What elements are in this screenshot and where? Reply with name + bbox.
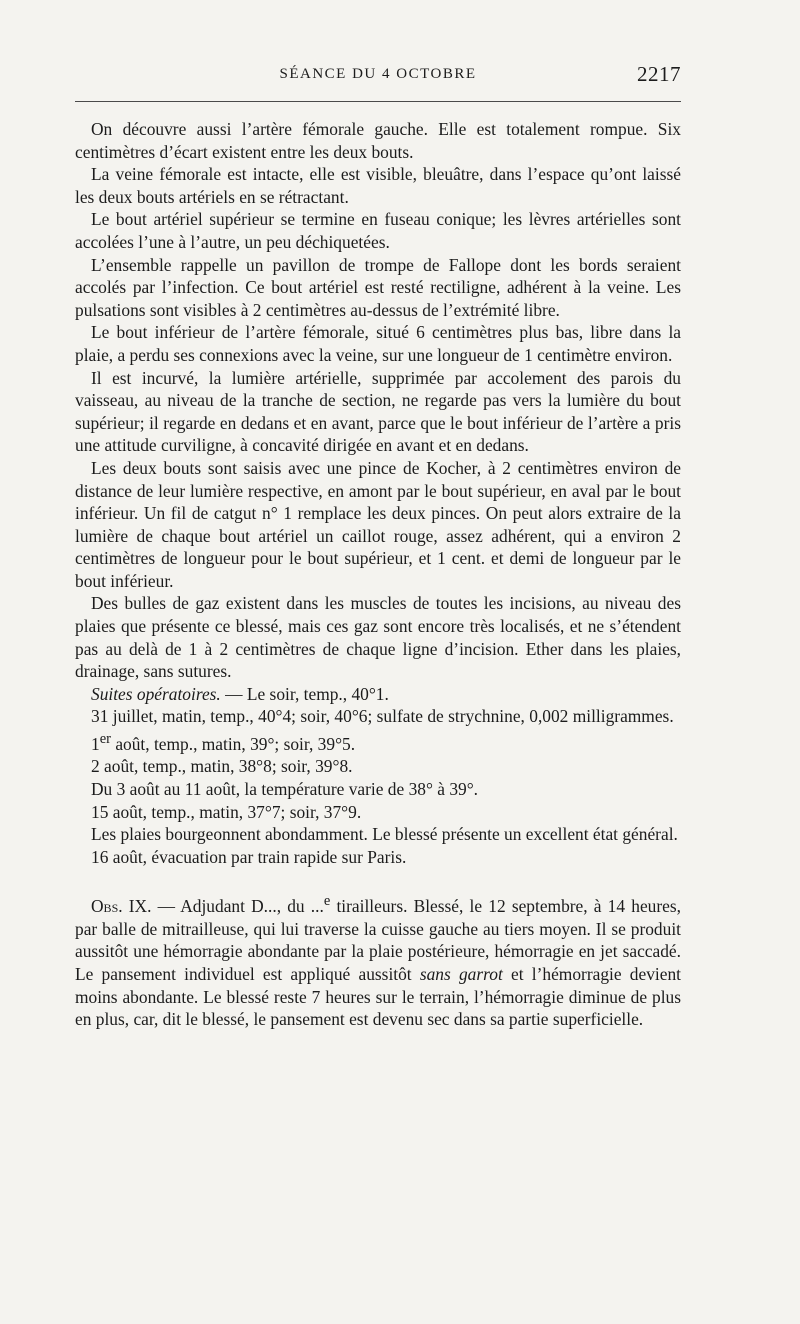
- paragraph: Les plaies bourgeonnent abondamment. Le blessé présente un excellent état général.: [91, 824, 678, 845]
- page-number: 2217: [637, 62, 681, 86]
- postop-heading: Suites opératoires.: [91, 683, 221, 704]
- paragraph: Des bulles de gaz existent dans les muscles de toutes les incisions, au niveau des plaies que présente ce blessé, mais ces gaz sont encore très localisés, et ne s’étendent pas au delà de 1 à 2 centimètres de chaque ligne d’incision. Ether dans les plaies, drainage, sans sutures.: [75, 593, 681, 682]
- paragraph-postop: [75, 683, 681, 706]
- running-title: SÉANCE DU 4 OCTOBRE: [279, 66, 477, 82]
- paragraph: 31 juillet, matin, temp., 40°4; soir, 40°6; sulfate de strychnine, 0,002 milligrammes.: [91, 706, 674, 727]
- paragraph: 15 août, temp., matin, 37°7; soir, 37°9.: [91, 801, 362, 822]
- paragraph: L’ensemble rappelle un pavillon de trompe de Fallope dont les bords seraient accolés par l’infection. Ce bout artériel est resté rectiligne, adhérent à la veine. Les pulsations sont visibles à 2 centimètres au-dessus de l’extrémité libre.: [75, 254, 681, 320]
- observation-italic: sans garrot: [419, 963, 503, 984]
- observation-text-c: et l’hémorragie devient moins abondante. Le blessé reste 7 heures sur le terrain, l’hémorragie diminue de plus en plus, car, dit le blessé, le pansement est devenu sec dans sa partie superficielle.: [75, 963, 681, 1030]
- day-text: août, temp., matin, 39°; soir, 39°5.: [110, 733, 356, 754]
- observation-text-b: tirailleurs. Blessé, le 12 septembre, à 14 heures, par balle de mitrailleuse, qui lui traverse la cuisse gauche au tiers moyen. Il se produit aussitôt une hémorragie abondante par la plaie postérieure, hémorragie en jet saccadé. Le pansement individuel est appliqué aussitôt: [75, 896, 681, 984]
- header-rule: [75, 101, 681, 102]
- running-header: [75, 62, 681, 92]
- paragraph: Il est incurvé, la lumière artérielle, supprimée par accolement des parois du vaisseau, au niveau de la tranche de section, ne regarde pas vers la lumière du bout supérieur; il regarde en dedans et en avant, parce que le bout inférieur de l’artère a pris une attitude curviligne, à concavité dirigée en avant et en dedans.: [75, 367, 681, 456]
- observation-text-a: — Adjudant D..., du ...: [151, 896, 324, 917]
- paragraph: Du 3 août au 11 août, la température varie de 38° à 39°.: [91, 779, 479, 800]
- ordinal-sup: e: [323, 893, 331, 910]
- paragraph: Le bout artériel supérieur se termine en fuseau conique; les lèvres artérielles sont accolées l’une à l’autre, un peu déchiquetées.: [75, 209, 681, 252]
- observation-ix: [75, 890, 681, 1030]
- postop-text: — Le soir, temp., 40°1.: [220, 683, 389, 704]
- paragraph: 16 août, évacuation par train rapide sur Paris.: [91, 846, 407, 867]
- paragraph: Le bout inférieur de l’artère fémorale, situé 6 centimètres plus bas, libre dans la plaie, a perdu ses connexions avec la veine, sur une longueur de 1 centimètre environ.: [75, 322, 681, 365]
- paragraph: On découvre aussi l’artère fémorale gauche. Elle est totalement rompue. Six centimètres d’écart existent entre les deux bouts.: [75, 119, 681, 162]
- body-text: [75, 118, 681, 1031]
- day-number: 1: [91, 733, 100, 754]
- paragraph: [75, 728, 681, 755]
- observation-label: Obs. IX.: [91, 896, 152, 917]
- ordinal-sup: er: [99, 731, 111, 748]
- paragraph: 2 août, temp., matin, 38°8; soir, 39°8.: [91, 756, 353, 777]
- paragraph: Les deux bouts sont saisis avec une pince de Kocher, à 2 centimètres environ de distance de leur lumière respective, en amont par le bout supérieur, en aval par le bout inférieur. Un fil de catgut n° 1 remplace les deux pinces. On peut alors extraire de la lumière de chaque bout artériel un caillot rouge, assez adhérent, qui a environ 2 centimètres de longueur pour le bout supérieur, et 1 cent. et demi de longueur par le bout inférieur.: [75, 457, 681, 591]
- paragraph: La veine fémorale est intacte, elle est visible, bleuâtre, dans l’espace qu’ont laissé les deux bouts artériels en se rétractant.: [75, 164, 681, 207]
